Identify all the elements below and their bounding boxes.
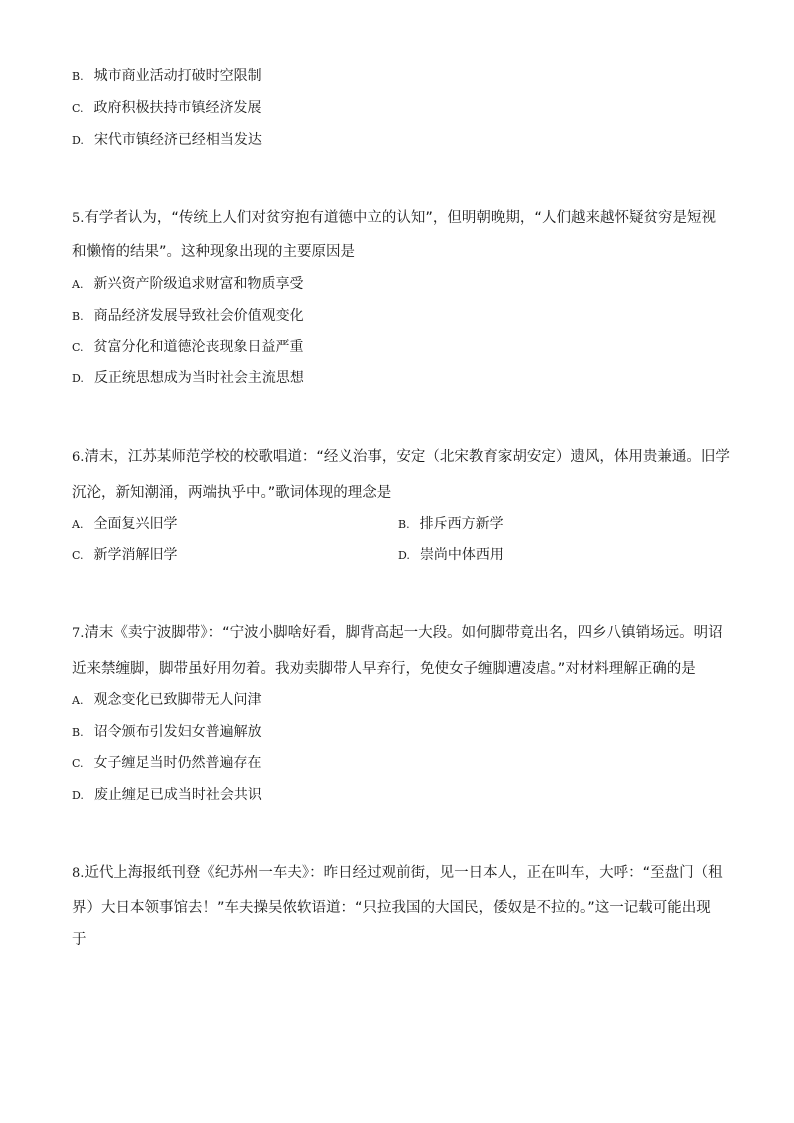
option-letter: A. [72,278,84,291]
option-text: 全面复兴旧学 [93,516,178,532]
option-text: 商品经济发展导致社会价值观变化 [93,308,304,324]
option-letter: B. [72,726,84,739]
option-letter: B. [72,310,84,323]
option-letter: C. [72,549,84,562]
question-6-option-b [398,514,504,535]
question-number: 8. [72,866,85,881]
option-b [72,66,262,87]
option-text: 废止缠足已成当时社会共识 [93,787,262,803]
option-text: 宋代市镇经济已经相当发达 [93,132,262,148]
stem-text: 清末《卖宁波脚带》：“宁波小脚啥好看，脚背高起一大段。如何脚带竟出名，四乡八镇销场远。明诏 [84,625,723,641]
option-text: 排斥西方新学 [419,516,504,532]
option-letter: D. [72,134,84,147]
option-text: 诏令颁布引发妇女普遍解放 [93,724,262,740]
question-5-option-b [72,306,304,327]
option-c [72,98,262,119]
question-number: 6. [72,450,85,465]
question-number: 5. [72,211,85,226]
question-5-stem-line-2: 和懒惰的结果”。这种现象出现的主要原因是 [72,244,356,260]
stem-text: 近代上海报纸刊登《纪苏州一车夫》：昨日经过观前街，见一日本人，正在叫车，大呼：“至盘门（租 [84,865,723,881]
option-text: 城市商业活动打破时空限制 [93,68,262,84]
option-letter: C. [72,102,84,115]
option-letter: A. [72,694,84,707]
option-letter: D. [398,549,410,562]
question-7-option-c [72,753,262,774]
question-8-stem-line-2: 界）大日本领事馆去！”车夫操吴侬软语道：“只拉我国的大国民，倭奴是不拉的。”这一记载可能出现 [72,900,711,916]
option-letter: B. [398,518,410,531]
option-text: 新兴资产阶级追求财富和物质享受 [93,276,304,292]
question-number: 7. [72,626,85,641]
question-5-option-d [72,368,304,389]
option-text: 贫富分化和道德沦丧现象日益严重 [93,339,304,355]
question-5-option-a [72,274,303,295]
question-6-stem-line-1 [72,447,730,468]
question-6-stem-line-2: 沉沦，新知潮涌，两端执乎中。”歌词体现的理念是 [72,485,392,501]
question-5-stem-line-1 [72,208,716,229]
stem-text: 有学者认为，“传统上人们对贫穷抱有道德中立的认知”，但明朝晚期，“人们越来越怀疑贫穷是短视 [84,210,716,226]
option-text: 政府积极扶持市镇经济发展 [93,100,262,116]
option-letter: D. [72,789,84,802]
question-7-stem-line-2: 近来禁缠脚，脚带虽好用勿着。我劝卖脚带人早弃行，免使女子缠脚遭凌虐。”对材料理解正确的是 [72,661,696,677]
question-7-option-b [72,722,262,743]
option-d [72,130,262,151]
stem-text: 清末，江苏某师范学校的校歌唱道：“经义治事，安定（北宋教育家胡安定）遗风，体用贵兼通。旧学 [84,449,730,465]
question-8-stem-line-3: 于 [72,932,87,948]
question-6-option-a [72,514,177,535]
question-5-option-c [72,337,304,358]
question-7-option-d [72,785,262,806]
question-7-stem-line-1 [72,623,723,644]
option-text: 新学消解旧学 [93,547,178,563]
option-letter: A. [72,518,84,531]
option-text: 女子缠足当时仍然普遍存在 [93,755,262,771]
question-8-stem-line-1 [72,863,723,884]
option-text: 崇尚中体西用 [419,547,504,563]
option-letter: C. [72,757,84,770]
option-letter: C. [72,341,84,354]
option-text: 反正统思想成为当时社会主流思想 [93,370,304,386]
option-letter: D. [72,372,84,385]
question-6-option-d [398,545,504,566]
option-letter: B. [72,70,84,83]
question-6-option-c [72,545,178,566]
question-7-option-a [72,690,261,711]
option-text: 观念变化已致脚带无人问津 [93,692,262,708]
